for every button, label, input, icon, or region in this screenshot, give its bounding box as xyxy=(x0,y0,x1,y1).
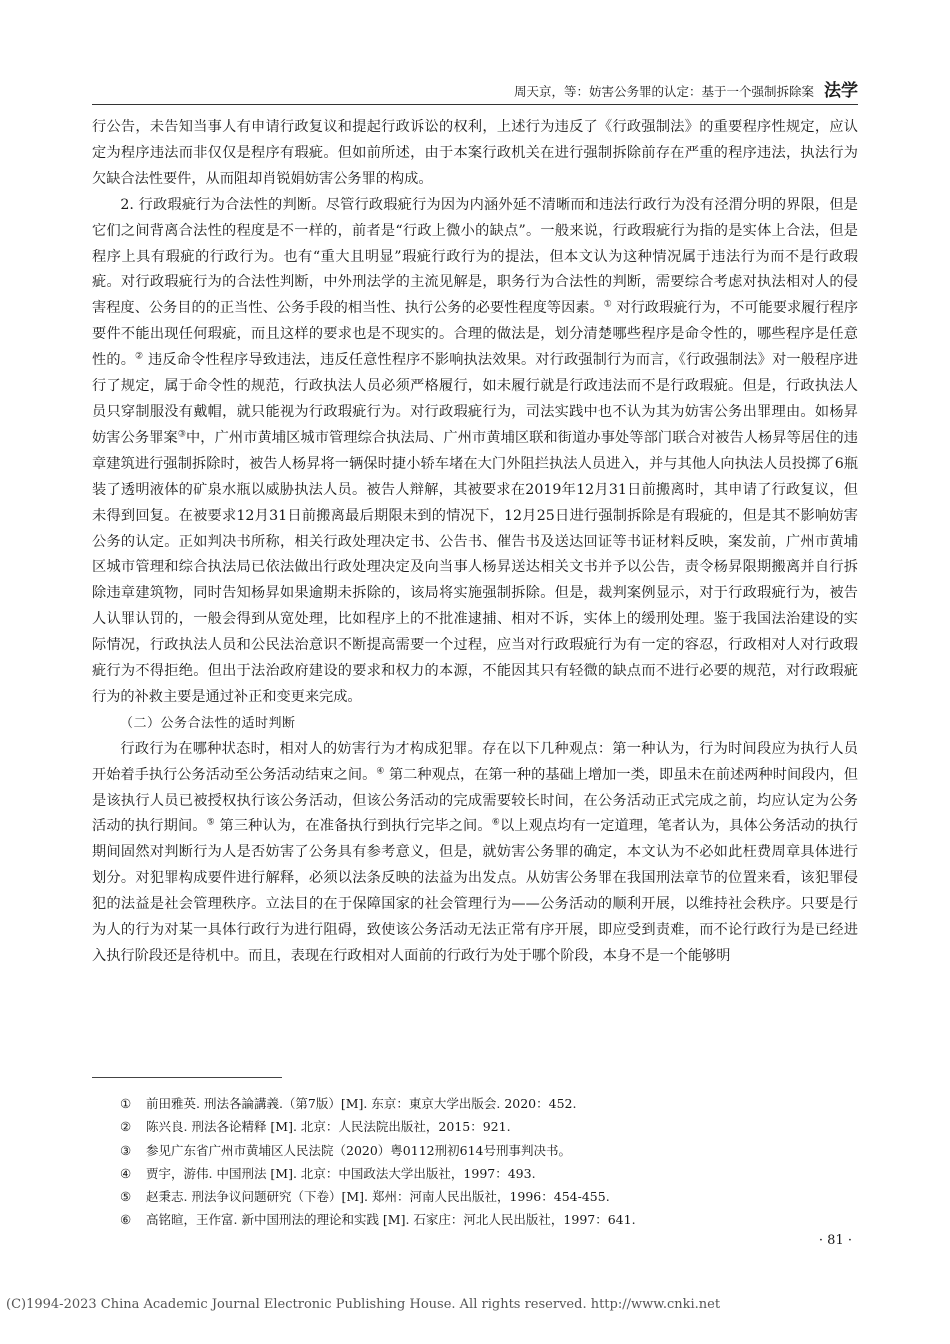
footnote: ④ 贾宇，游伟. 中国刑法 [M]. 北京：中国政法大学出版社，1997：493. xyxy=(120,1165,536,1181)
footnote-ref: ⑥ xyxy=(491,817,500,828)
paragraph: 行公告，未告知当事人有申请行政复议和提起行政诉讼的权利，上述行为违反了《行政强制法》的重要程序性规定，应认定为程序违法而非仅仅是程序有瑕疵。但如前所述，由于本案行政机关在进行强制拆除前存在严重的程序违法，执法行为欠缺合法性要件，从而阻却肖锐娟妨害公务罪的构成。 xyxy=(92,119,858,187)
body-text xyxy=(92,115,858,970)
journal-name: 法学 xyxy=(824,81,858,101)
footnote-ref: ② xyxy=(135,351,144,362)
footnote: ⑥ 高铭暄，王作富. 新中国刑法的理论和实践 [M]. 石家庄：河北人民出版社，1997：641. xyxy=(120,1212,636,1228)
footnote-ref: ⑤ xyxy=(206,817,215,828)
footnotes xyxy=(120,1092,858,1232)
page-number: · 81 · xyxy=(818,1233,852,1248)
copyright-notice: (C)1994-2023 China Academic Journal Electronic Publishing House. All rights reserved. http://www.cnki.net xyxy=(6,1297,721,1312)
footnote-ref: ④ xyxy=(376,765,385,776)
footnote: ⑤ 赵秉志. 刑法争议问题研究（下卷）[M]. 郑州：河南人民出版社，1996：454-455. xyxy=(120,1189,610,1205)
paragraph: 2. 行政瑕疵行为合法性的判断。尽管行政瑕疵行为因为内涵外延不清晰而和违法行政行为没有泾渭分明的界限，但是它们之间背离合法性的程度是不一样的，前者是“行政上微小的缺点”。一般来说，行政瑕疵行为指的是实体上合法，但是程序上具有瑕疵的行政行为。也有“重大且明显”瑕疵行政行为的提法，但本文认为这种情况属于违法行为而不是行政瑕疵。对行政瑕疵行为的合法性判断，中外刑法学的主流见解是，职务行为合法性的判断，需要综合考虑对执法相对人的侵害程度、公务目的的正当性、公务手段的相当性、执行公务的必要性程度等因素。① 对行政瑕疵行为，不可能要求履行程序要件不能出现任何瑕疵，而且这样的要求也是不现实的。合理的做法是，划分清楚哪些程序是命令性的，哪些程序是任意性的。② 违反命令性程序导致违法，违反任意性程序不影响执法效果。对行政强制行为而言，《行政强制法》对一般程序进行了规定，属于命令性的规范，行政执法人员必须严格履行，如未履行就是行政违法而不是行政瑕疵。但是，行政执法人员只穿制服没有戴帽，就只能视为行政瑕疵行为。对行政瑕疵行为，司法实践中也不认为其为妨害公务出罪理由。如杨昇妨害公务罪案③中，广州市黄埔区城市管理综合执法局、广州市黄埔区联和街道办事处等部门联合对被告人杨昇等居住的违章建筑进行强制拆除时，被告人杨昇将一辆保时捷小轿车堵在大门外阻拦执法人员进入，并与其他人向执法人员投掷了6瓶装了透明液体的矿泉水瓶以威胁执法人员。被告人辩解，其被要求在2019年12月31日前搬离时，其申请了行政复议，但未得到回复。在被要求12月31日前搬离最后期限未到的情况下，12月25日进行强制拆除是有瑕疵的，但是其不影响妨害公务的认定。正如判决书所称，相关行政处理决定书、公告书、催告书及送达回证等书证材料反映，案发前，广州市黄埔区城市管理和综合执法局已依法做出行政处理决定及向当事人杨昇送达相关文书并予以公告，责令杨昇限期搬离并自行拆除违章建筑物，同时告知杨昇如果逾期未拆除的，该局将实施强制拆除。但是，裁判案例显示，对于行政瑕疵行为，被告人认罪认罚的，一般会得到从宽处理，比如程序上的不批准逮捕、相对不诉，实体上的缓刑处理。鉴于我国法治建设的实际情况，行政执法人员和公民法治意识不断提高需要一个过程，应当对行政瑕疵行为有一定的容忍，行政相对人对行政瑕疵行为不得拒绝。但出于法治政府建设的要求和权力的本源，不能因其只有轻微的缺点而不进行必要的规范，对行政瑕疵行为的补救主要是通过补正和变更来完成。 xyxy=(92,196,859,705)
running-head-title: 周天京，等：妨害公务罪的认定：基于一个强制拆除案 xyxy=(513,84,814,99)
footnote-ref: ① xyxy=(603,299,612,310)
footnote-divider xyxy=(92,1077,282,1078)
section-title: （二）公务合法性的适时判断 xyxy=(120,715,296,731)
paragraph: 行政行为在哪种状态时，相对人的妨害行为才构成犯罪。存在以下几种观点：第一种认为，行为时间段应为执行人员开始着手执行公务活动至公务活动结束之间。④ 第二种观点，在第一种的基础上增加一类，即虽未在前述两种时间段内，但是该执行人员已被授权执行该公务活动，但该公务活动的完成需要较长时间，在公务活动正式完成之前，均应认定为公务活动的执行期间。⑤ 第三种认为，在准备执行到执行完毕之间。⑥以上观点均有一定道理，笔者认为，具体公务活动的执行期间固然对判断行为人是否妨害了公务具有参考意义，但是，就妨害公务罪的确定，本文认为不必如此枉费周章具体进行划分。对犯罪构成要件进行解释，必须以法条反映的法益为出发点。从妨害公务罪在我国刑法章节的位置来看，该犯罪侵犯的法益是社会管理秩序。立法目的在于保障国家的社会管理行为——公务活动的顺利开展，以维持社会秩序。只要是行为人的行为对某一具体行政行为进行阻碍，致使该公务活动无法正常有序开展，即应受到责难，而不论行政行为是已经进入执行阶段还是待机中。而且，表现在行政相对人面前的行政行为处于哪个阶段，本身不是一个能够明 xyxy=(92,740,858,964)
footnote-ref: ③ xyxy=(177,429,186,440)
footnote: ③ 参见广东省广州市黄埔区人民法院（2020）粤0112刑初614号刑事判决书。 xyxy=(120,1142,571,1158)
footnote: ① 前田雅英. 刑法各論講義.（第7版）[M]. 东京：東京大学出版会. 2020：452. xyxy=(120,1096,577,1111)
footnote: ② 陈兴良. 刑法各论精释 [M]. 北京：人民法院出版社，2015：921. xyxy=(120,1119,511,1135)
running-header xyxy=(92,70,858,105)
